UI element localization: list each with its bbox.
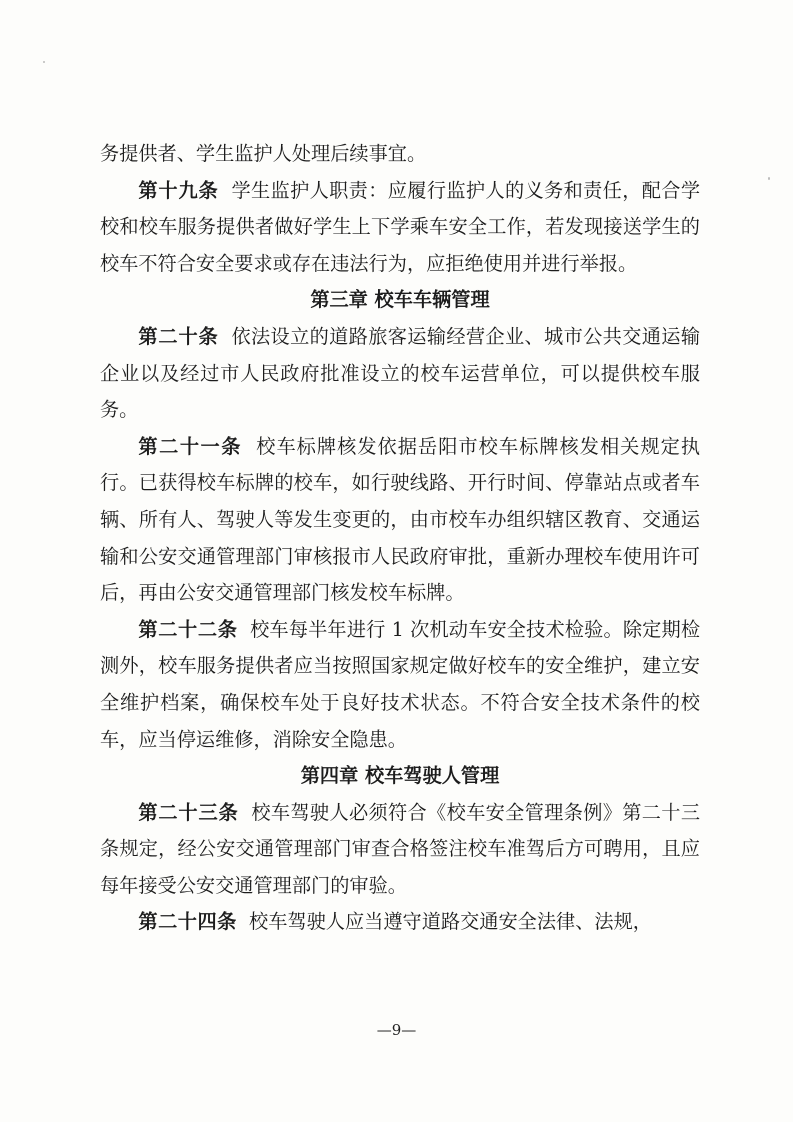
article-text: 校车驾驶人必须符合《校车安全管理条例》第二十三条规定，经公安交通管理部门审查合格签注校车准驾后方可聘用，且应每年接受公安交通管理部门的审验。 (100, 800, 701, 897)
article-number: 第二十条 (138, 324, 219, 348)
scan-speck (768, 177, 770, 180)
body-text (100, 136, 700, 941)
article-text: 校车每半年进行 1 次机动车安全技术检验。除定期检测外，校车服务提供者应当按照国家规定做好校车的安全维护，建立安全维护档案，确保校车处于良好技术状态。不符合安全技术条件的校车，应当停运维修，消除安全隐患。 (100, 617, 701, 751)
scan-speck (43, 61, 45, 63)
article-21 (100, 429, 700, 612)
article-number: 第十九条 (138, 178, 219, 202)
article-number: 第二十三条 (138, 800, 239, 824)
paragraph-continuation: 务提供者、学生监护人处理后续事宜。 (100, 142, 427, 165)
article-text: 依法设立的道路旅客运输经营企业、城市公共交通运输企业以及经过市人民政府批准设立的校车运营单位，可以提供校车服务。 (100, 324, 701, 422)
article-23 (100, 795, 700, 905)
article-24 (100, 904, 700, 941)
article-text: 校车驾驶人应当遵守道路交通安全法律、法规， (249, 910, 652, 934)
chapter-heading: 第四章 校车驾驶人管理 (300, 764, 500, 788)
article-number: 第二十一条 (138, 434, 242, 458)
article-text: 学生监护人职责：应履行监护人的义务和责任，配合学校和校车服务提供者做好学生上下学乘车安全工作，若发现接送学生的校车不符合安全要求或存在违法行为，应拒绝使用并进行举报。 (100, 178, 701, 275)
article-22 (100, 612, 700, 758)
article-text: 校车标牌核发依据岳阳市校车标牌核发相关规定执行。已获得校车标牌的校车，如行驶线路、开行时间、停靠站点或者车辆、所有人、驾驶人等发生变更的，由市校车办组织辖区教育、交通运输和公安交通管理部门审核报市人民政府审批，重新办理校车使用许可后，再由公安交通管理部门核发校车标牌。 (100, 434, 701, 605)
chapter-heading: 第三章 校车车辆管理 (310, 288, 490, 312)
article-number: 第二十二条 (138, 617, 238, 641)
page-number: —9— (376, 1021, 417, 1039)
article-19 (100, 173, 700, 283)
article-20 (100, 319, 700, 429)
article-number: 第二十四条 (138, 910, 237, 934)
